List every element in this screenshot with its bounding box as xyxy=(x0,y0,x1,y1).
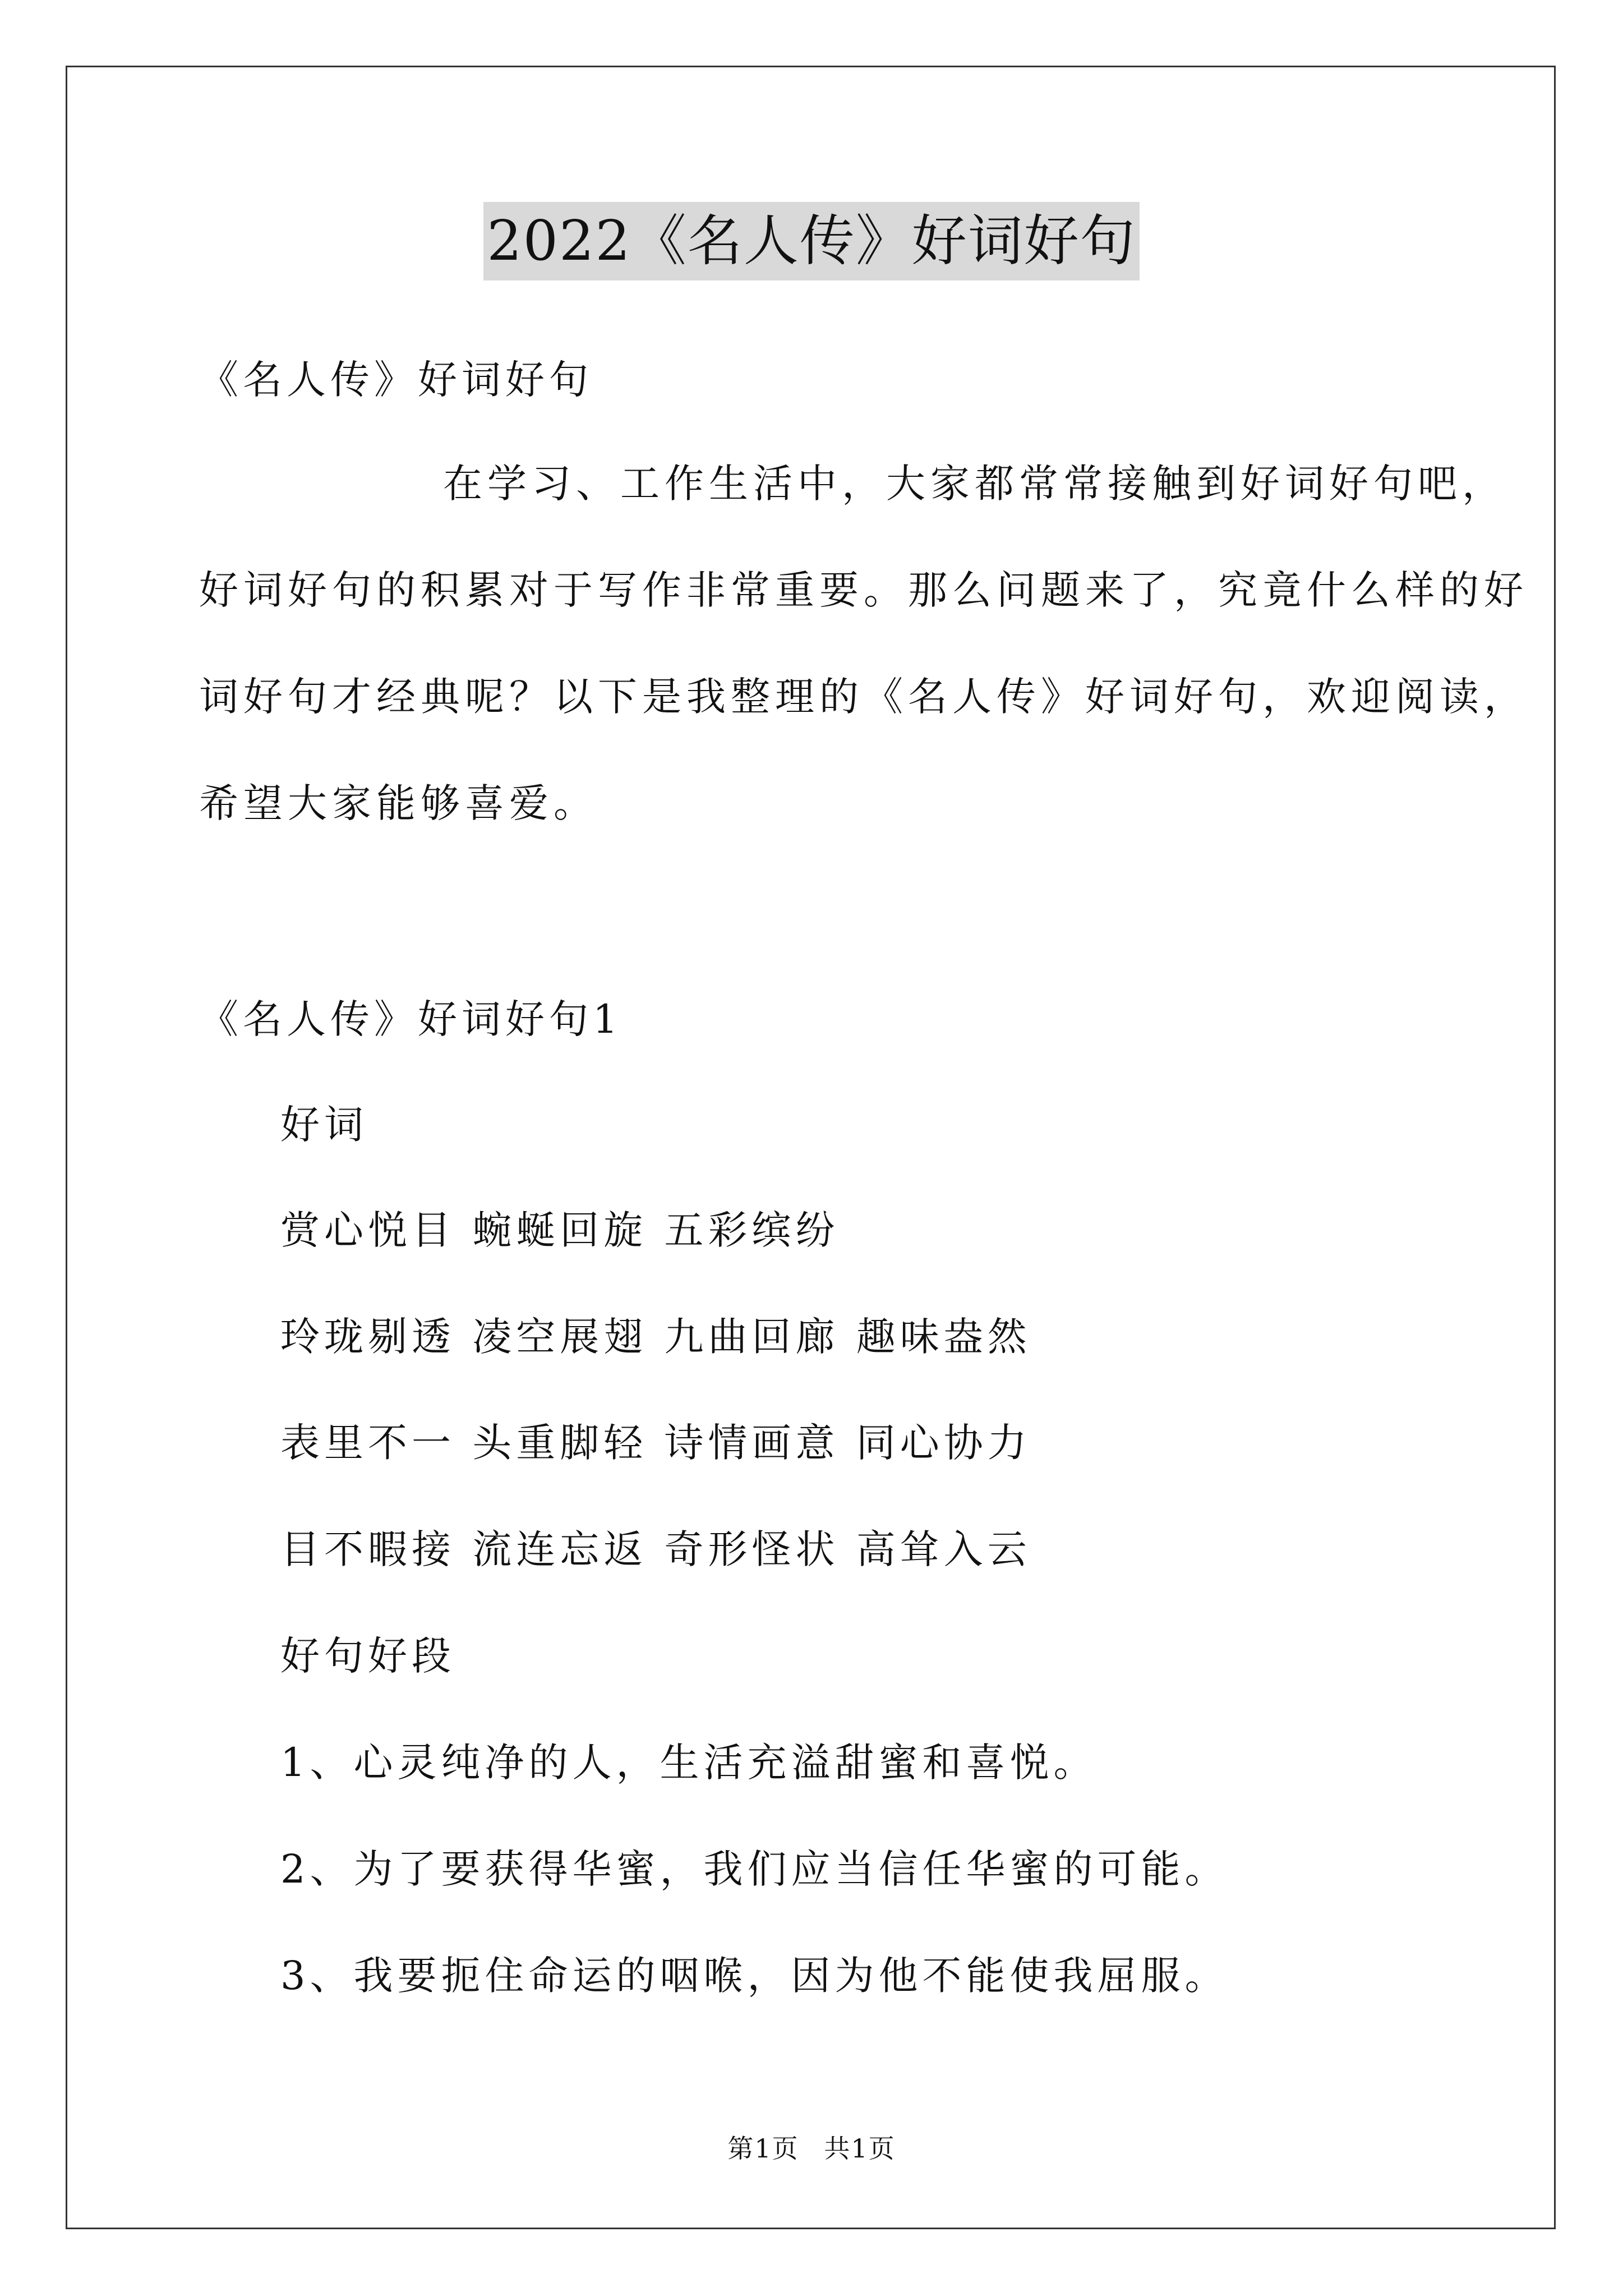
words-heading: 好词 xyxy=(280,1102,368,1148)
title-wrapper xyxy=(0,202,1623,280)
page-total: 共1页 xyxy=(824,2133,896,2164)
intro-line-2: 好词好句的积累对于写作非常重要。那么问题来了，究竟什么样的好 xyxy=(199,567,1528,613)
sentence-3: 3、我要扼住命运的咽喉，因为他不能使我屈服。 xyxy=(280,1953,1229,1999)
section-heading: 《名人传》好词好句1 xyxy=(199,996,623,1042)
sentences-heading: 好句好段 xyxy=(280,1633,455,1679)
word-row-2: 玲珑剔透 凌空展翅 九曲回廊 趣味盎然 xyxy=(280,1314,1031,1360)
intro-line-4: 希望大家能够喜爱。 xyxy=(199,780,598,826)
word-row-4: 目不暇接 流连忘返 奇形怪状 高耸入云 xyxy=(280,1526,1031,1572)
intro-line-3: 词好句才经典呢？以下是我整理的《名人传》好词好句，欢迎阅读， xyxy=(199,674,1528,720)
sentence-2: 2、为了要获得华蜜，我们应当信任华蜜的可能。 xyxy=(280,1846,1229,1892)
document-subtitle: 《名人传》好词好句 xyxy=(199,357,593,403)
intro-line-1: 在学习、工作生活中，大家都常常接触到好词好句吧， xyxy=(443,461,1506,507)
sentence-1: 1、心灵纯净的人，生活充溢甜蜜和喜悦。 xyxy=(280,1740,1098,1786)
document-title: 2022《名人传》好词好句 xyxy=(483,202,1139,280)
page-footer xyxy=(0,2132,1623,2165)
word-row-3: 表里不一 头重脚轻 诗情画意 同心协力 xyxy=(280,1420,1031,1466)
page-number: 第1页 xyxy=(727,2133,799,2164)
word-row-1: 赏心悦目 蜿蜒回旋 五彩缤纷 xyxy=(280,1207,840,1253)
